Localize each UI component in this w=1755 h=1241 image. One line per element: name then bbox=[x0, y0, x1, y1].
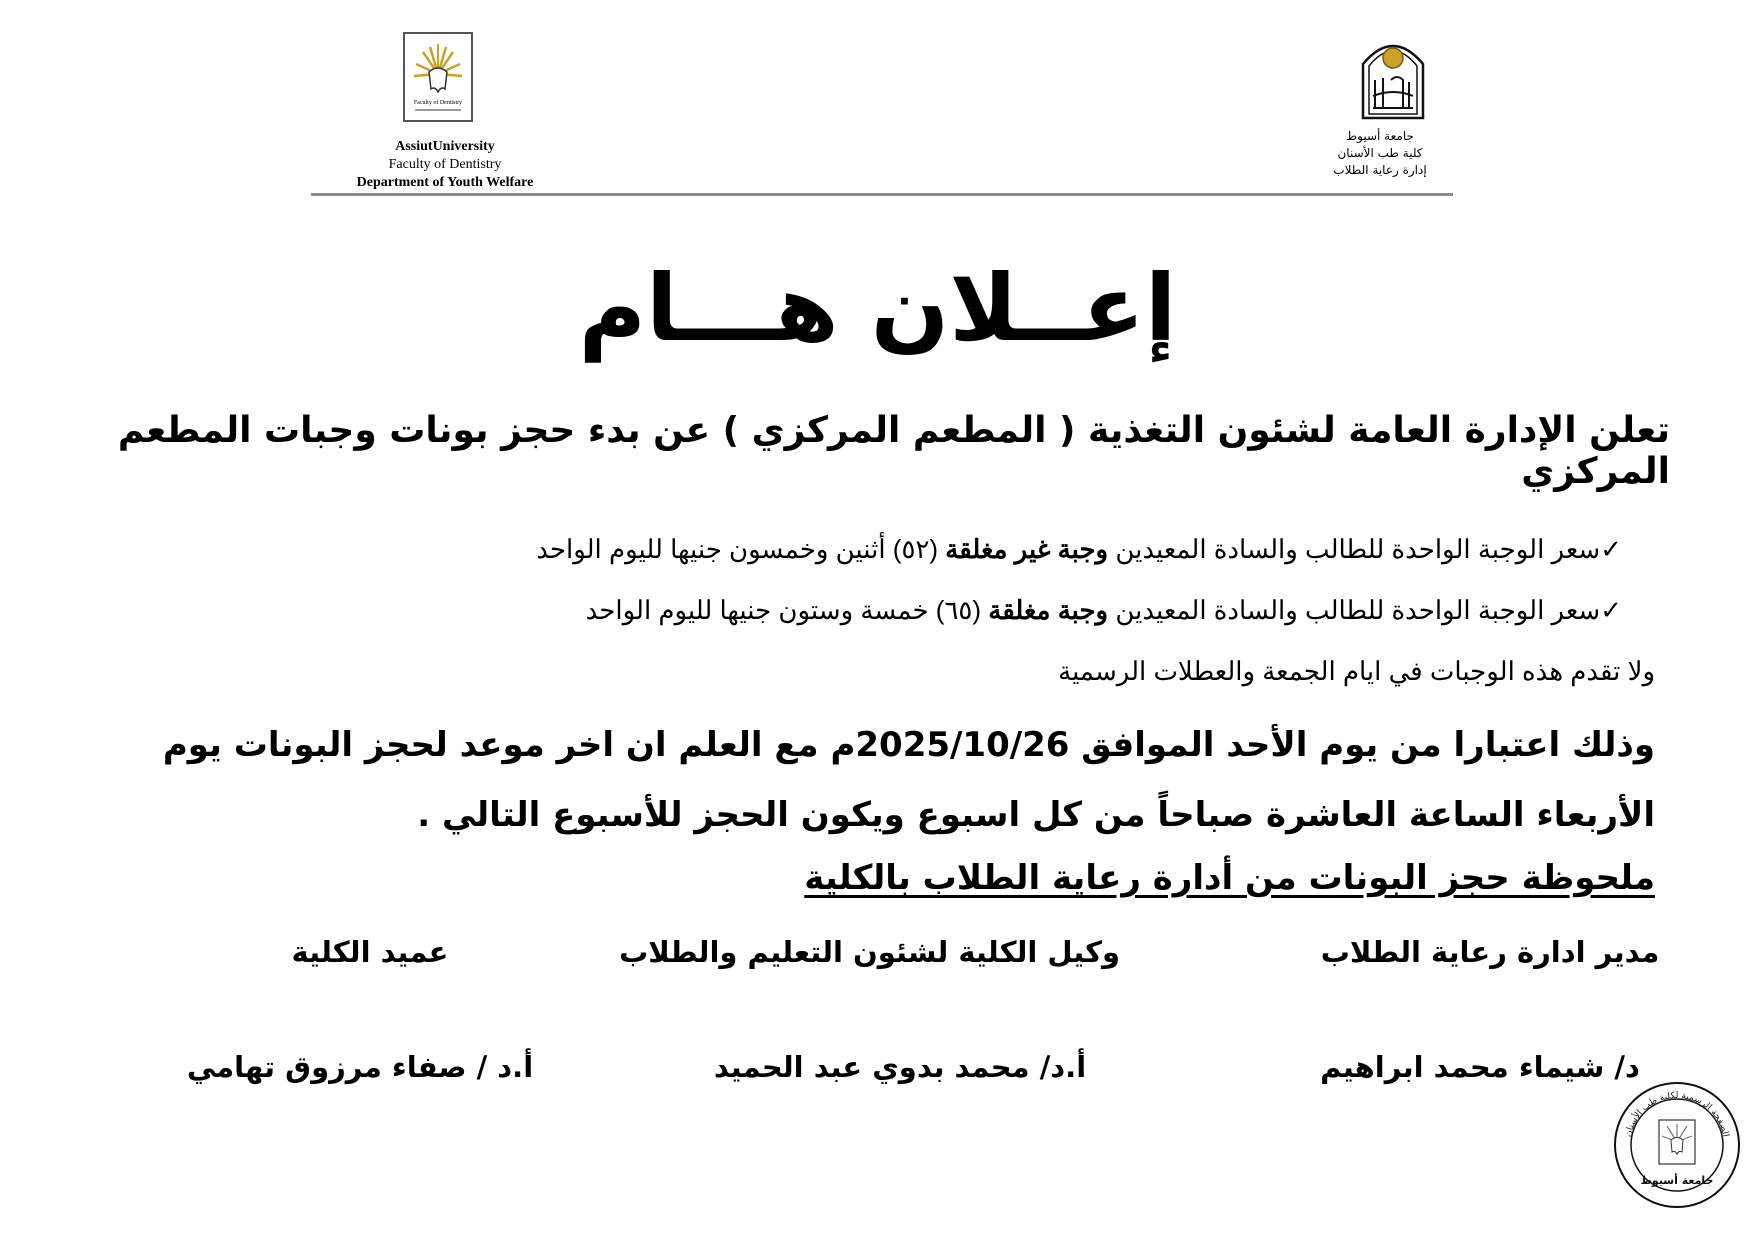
signature-name-vice-dean: أ.د/ محمد بدوي عبد الحميد bbox=[713, 1050, 1087, 1084]
booking-remark bbox=[355, 858, 1655, 898]
signature-position-dean: عميد الكلية bbox=[291, 935, 449, 969]
paragraph-line-1: وذلك اعتبارا من يوم الأحد الموافق 2025/10/26م مع العلم ان اخر موعد لحجز البونات يوم bbox=[162, 725, 1655, 765]
assiut-university-logo bbox=[1357, 30, 1429, 122]
bullet-text-prefix: سعر الوجبة الواحدة للطالب والسادة المعيدين bbox=[1108, 534, 1601, 564]
svg-text:Faculty of Dentistry: Faculty of Dentistry bbox=[413, 100, 463, 106]
department-name-ar: إدارة رعاية الطلاب bbox=[1333, 163, 1427, 177]
header-english-block bbox=[290, 138, 600, 192]
svg-text:جامعة أسيوط: جامعة أسيوط bbox=[1640, 1174, 1714, 1187]
paragraph-line-2: الأربعاء الساعة العاشرة صباحاً من كل اسبوع ويكون الحجز للأسبوع التالي . bbox=[417, 795, 1655, 835]
bullet-text-prefix: سعر الوجبة الواحدة للطالب والسادة المعيدين bbox=[1108, 595, 1601, 625]
faculty-of-dentistry-logo bbox=[403, 32, 473, 122]
department-name-en: Department of Youth Welfare bbox=[356, 175, 534, 190]
check-icon: ✓ bbox=[1600, 595, 1622, 625]
header-arabic-block bbox=[1300, 128, 1460, 179]
university-name-en: AssiutUniversity bbox=[395, 139, 495, 154]
faculty-name-en: Faculty of Dentistry bbox=[388, 157, 502, 172]
signature-name-youth-welfare: د/ شيماء محمد ابراهيم bbox=[1320, 1050, 1640, 1084]
signature-position-vice-dean: وكيل الكلية لشئون التعليم والطلاب bbox=[619, 935, 1120, 969]
announcement-title: إعــلان هـــام bbox=[578, 255, 1177, 362]
official-stamp bbox=[1612, 1080, 1742, 1210]
remark-text: ملحوظة حجز البونات من أدارة رعاية الطلاب بالكلية bbox=[804, 858, 1655, 898]
header-divider bbox=[311, 193, 1453, 196]
svg-text:الصفحة الرسمية لكلية طب الأسنا: الصفحة الرسمية لكلية طب الأسنان bbox=[1623, 1090, 1731, 1138]
faculty-name-ar: كلية طب الأسنان bbox=[1337, 146, 1423, 160]
announcement-headline: تعلن الإدارة العامة لشئون التغذية ( المطعم المركزي ) عن بدء حجز بونات وجبات المطعم المركزي bbox=[117, 410, 1670, 492]
check-icon: ✓ bbox=[1600, 534, 1622, 564]
bullet-text-suffix: (٥٢) أثنين وخمسون جنيها لليوم الواحد bbox=[536, 534, 946, 564]
signature-name-dean: أ.د / صفاء مرزوق تهامي bbox=[186, 1050, 534, 1084]
bullet-text-bold: وجبة مغلقة bbox=[988, 595, 1109, 625]
bullet-text-suffix: (٦٥) خمسة وستون جنيها لليوم الواحد bbox=[585, 595, 989, 625]
bullet-text-bold: وجبة غير مغلقة bbox=[945, 534, 1109, 564]
signature-position-youth-welfare: مدير ادارة رعاية الطلاب bbox=[1320, 935, 1660, 969]
booking-deadline-paragraph bbox=[115, 710, 1655, 850]
holiday-note: ولا تقدم هذه الوجبات في ايام الجمعة والعطلات الرسمية bbox=[1058, 656, 1655, 686]
price-bullet-closed-meal bbox=[322, 595, 1622, 626]
price-bullet-open-meal bbox=[322, 534, 1622, 565]
university-name-ar: جامعة أسيوط bbox=[1346, 129, 1414, 143]
